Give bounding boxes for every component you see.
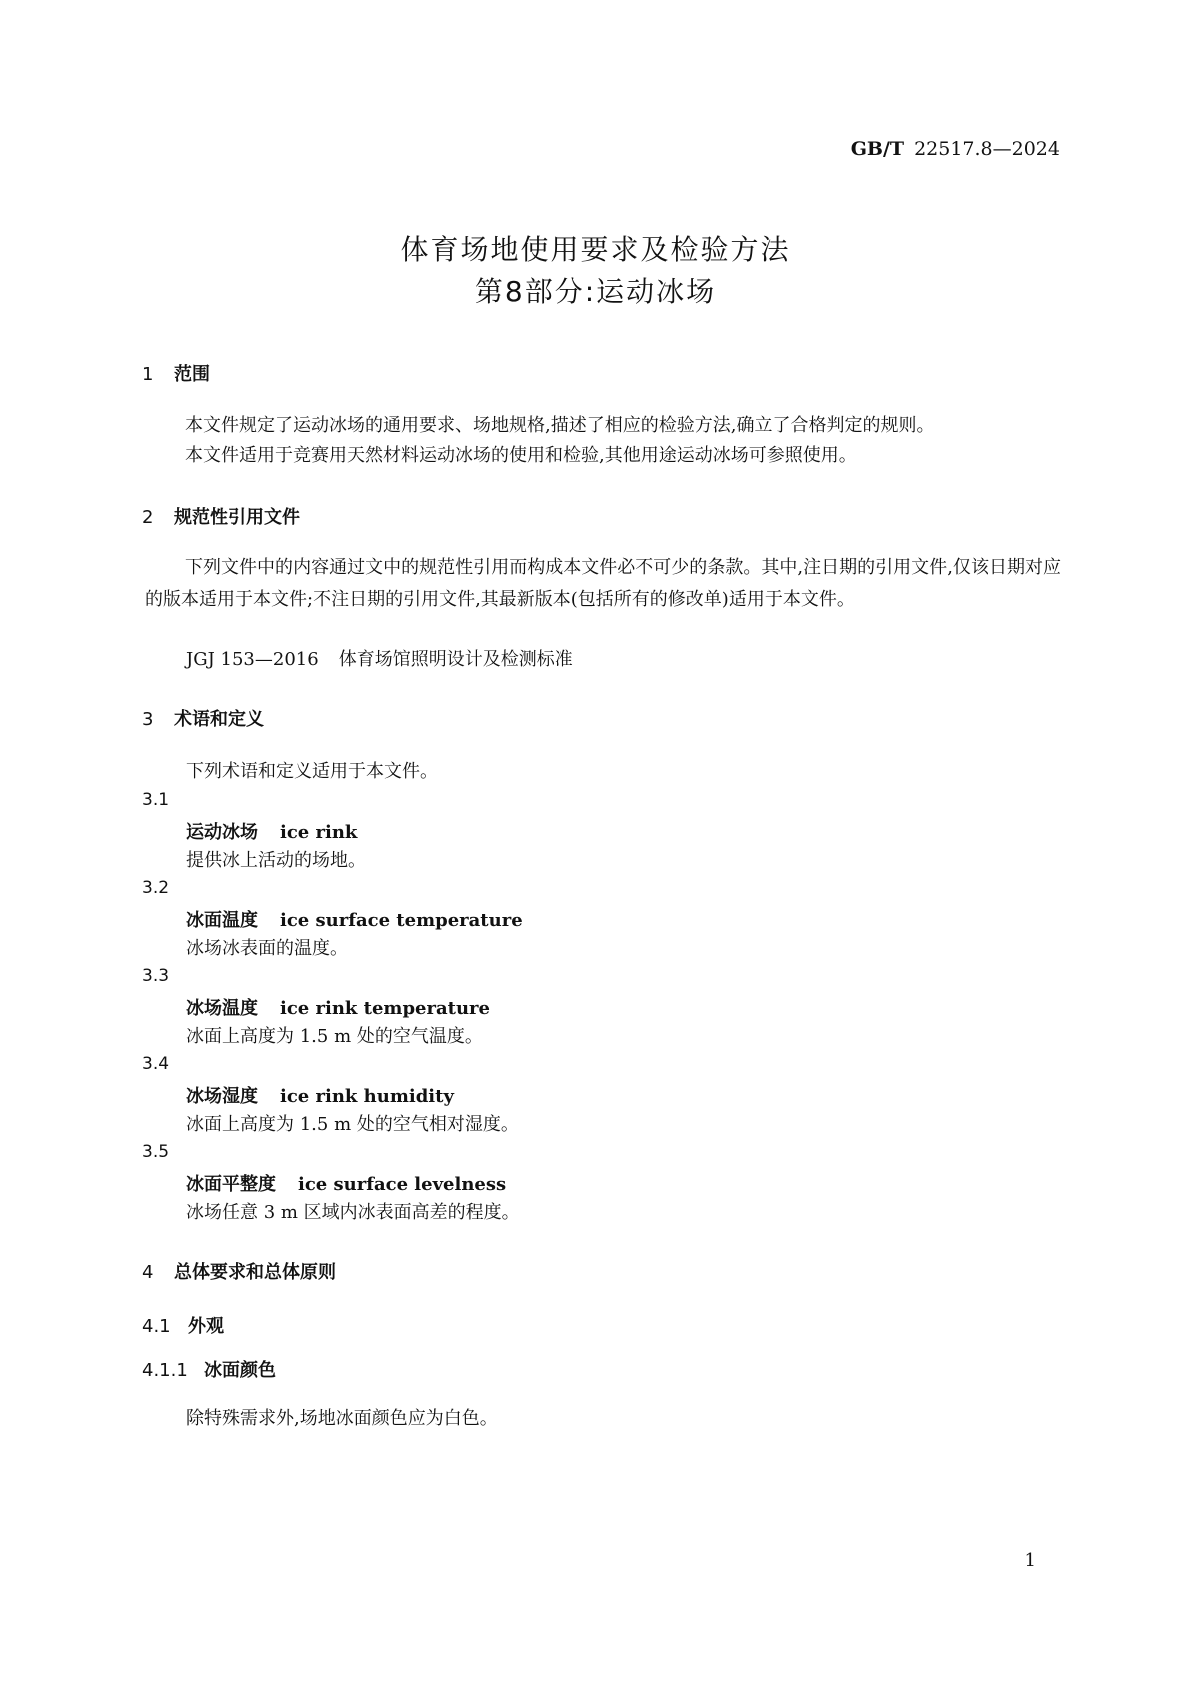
page-number: 1 [1024,1550,1036,1571]
subsection-number: 4.1.1 [142,1360,188,1381]
reference-title: 体育场馆照明设计及检测标准 [338,649,573,670]
term-number: 3.5 [142,1142,170,1162]
section-number: 3 [142,709,154,730]
section-4-paragraph: 除特殊需求外,场地冰面颜色应为白色。 [186,1408,498,1429]
term-heading [186,1170,506,1196]
term-chinese: 冰面平整度 [186,1174,276,1195]
term-chinese: 冰场湿度 [186,1086,258,1107]
term-chinese: 冰场温度 [186,998,258,1019]
section-4-heading [142,1258,336,1284]
section-2-heading [142,503,300,529]
section-title: 范围 [174,364,210,385]
section-number: 1 [142,364,154,385]
standard-number [851,138,1060,160]
section-number: 4 [142,1262,154,1283]
term-definition: 提供冰上活动的场地。 [186,850,366,871]
term-english: ice rink [280,822,358,843]
section-number: 2 [142,507,154,528]
standard-prefix: GB/T [850,138,905,160]
term-definition: 冰面上高度为 1.5 m 处的空气温度。 [186,1026,483,1047]
term-number: 3.4 [142,1054,170,1074]
term-definition: 冰场冰表面的温度。 [186,938,348,959]
section-1-paragraph-1: 本文件规定了运动冰场的通用要求、场地规格,描述了相应的检验方法,确立了合格判定的规则。 [185,415,935,436]
subsection-title: 冰面颜色 [204,1360,276,1381]
subsection-4-1-heading [142,1312,224,1338]
subsection-number: 4.1 [142,1316,171,1337]
term-chinese: 冰面温度 [186,910,258,931]
term-english: ice surface temperature [280,910,523,931]
document-title: 体育场地使用要求及检验方法 [400,233,791,266]
term-english: ice surface levelness [298,1174,507,1195]
section-title: 术语和定义 [174,709,264,730]
term-chinese: 运动冰场 [186,822,258,843]
term-number: 3.2 [142,878,170,898]
reference-code: JGJ 153—2016 [186,649,319,670]
term-heading [186,906,523,932]
term-definition: 冰面上高度为 1.5 m 处的空气相对湿度。 [186,1114,519,1135]
section-title: 规范性引用文件 [174,507,300,528]
term-number: 3.1 [142,790,170,810]
subsection-title: 外观 [188,1316,224,1337]
term-heading [186,818,357,844]
term-heading [186,1082,454,1108]
term-definition: 冰场任意 3 m 区域内冰表面高差的程度。 [186,1202,520,1223]
standard-code: 22517.8—2024 [914,138,1060,160]
section-title: 总体要求和总体原则 [174,1262,336,1283]
section-3-intro: 下列术语和定义适用于本文件。 [186,761,438,782]
section-1-paragraph-2: 本文件适用于竞赛用天然材料运动冰场的使用和检验,其他用途运动冰场可参照使用。 [185,445,857,466]
section-2-paragraph: 下列文件中的内容通过文中的规范性引用而构成本文件必不可少的条款。其中,注日期的引用文件,仅该日期对应的版本适用于本文件;不注日期的引用文件,其最新版本(包括所有的修改单)适用于本文件。 [145,557,1061,610]
section-1-heading [142,360,210,386]
term-heading [186,994,490,1020]
term-number: 3.3 [142,966,170,986]
section-3-heading [142,705,264,731]
term-english: ice rink temperature [280,998,490,1019]
subsection-4-1-1-heading [142,1356,276,1382]
normative-reference [186,645,573,671]
term-english: ice rink humidity [280,1086,454,1107]
document-subtitle: 第8部分:运动冰场 [474,275,717,308]
